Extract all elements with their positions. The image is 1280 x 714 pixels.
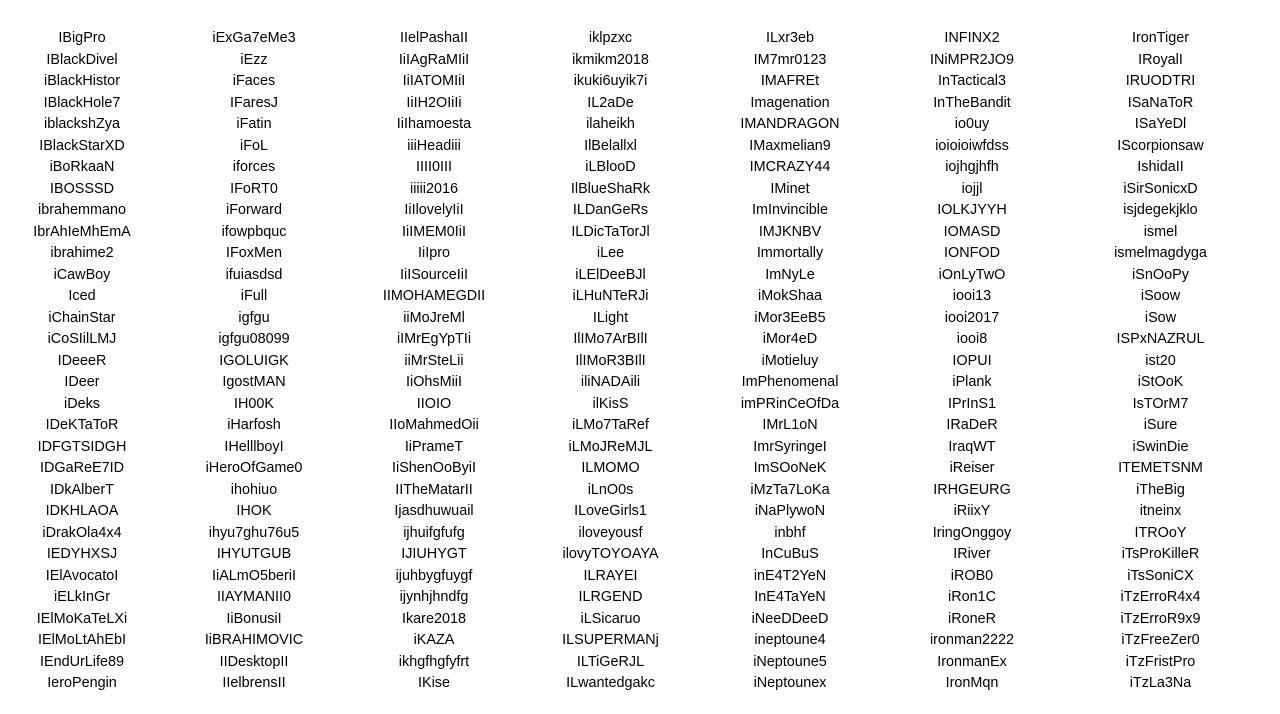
username-cell: iFaces	[232, 73, 276, 89]
username-cell: iSow	[1144, 309, 1177, 326]
username-cell: iROB0	[950, 567, 994, 584]
username-cell: IiALmO5beriI	[212, 567, 296, 584]
username-cell: iMor4eD	[762, 331, 818, 347]
username-cell: IIMOHAMEGDII	[382, 288, 486, 304]
username-cell: ijuhbygfuygf	[395, 567, 473, 584]
username-cell: IEDYHXSJ	[46, 546, 118, 562]
username-cell: Immortally	[756, 245, 824, 261]
username-cell: IlBlueShaRk	[570, 180, 651, 197]
username-cell: IIAYMANII0	[216, 589, 292, 605]
username-column	[344, 28, 524, 698]
username-cell: IBOSSSD	[50, 180, 114, 197]
username-cell: iloveyousf	[578, 524, 643, 541]
username-column	[1061, 28, 1260, 698]
username-cell: ILRGEND	[578, 589, 643, 605]
username-cell: IDFGTSIDGH	[37, 438, 127, 455]
username-cell: IiIpro	[418, 245, 450, 261]
username-cell: iBlackHistor	[44, 73, 120, 89]
username-cell: iEzz	[240, 51, 268, 68]
username-cell: iooi2017	[944, 309, 1000, 326]
username-cell: ioioioiwfdss	[935, 137, 1009, 154]
username-cell: ikuki6uyik7i	[573, 73, 648, 89]
username-cell: IDeer	[64, 374, 100, 390]
username-cell: IRaDeR	[946, 417, 998, 433]
username-cell: ISaYeDl	[1134, 116, 1187, 132]
username-cell: iStOoK	[1137, 374, 1184, 390]
username-cell: IPrInS1	[948, 395, 996, 412]
username-cell: IFoxMen	[226, 245, 282, 261]
username-cell: Ikare2018	[401, 610, 466, 627]
username-grid	[0, 28, 1280, 698]
username-cell: iTzErroR9x9	[1120, 610, 1201, 627]
username-cell: ImInvincible	[752, 202, 828, 218]
username-cell: IElAvocatoI	[45, 567, 119, 584]
username-column	[164, 28, 344, 698]
username-cell: IDkAlberT	[50, 481, 114, 498]
username-cell: iHeroOfGame0	[205, 460, 303, 476]
username-cell: iSoow	[1140, 288, 1181, 304]
username-cell: iSnOoPy	[1132, 266, 1189, 283]
username-cell: ikmikm2018	[572, 51, 649, 68]
username-cell: iIMrEgYpTIi	[396, 331, 472, 347]
username-cell: isjdegekjklo	[1123, 202, 1198, 218]
username-cell: IITheMatarII	[395, 481, 473, 498]
username-cell: Ijasdhuwuail	[394, 503, 474, 519]
username-cell: IL2aDe	[587, 94, 634, 111]
username-cell: IM7mr0123	[753, 51, 827, 68]
username-cell: ifuiasdsd	[225, 266, 283, 283]
username-cell: iojjl	[961, 180, 983, 197]
username-cell: ijynhjhndfg	[399, 589, 469, 605]
username-cell: IiIMEM0IiI	[402, 223, 466, 240]
username-cell: iChainStar	[48, 309, 116, 326]
username-cell: IsTOrM7	[1132, 395, 1189, 412]
username-cell: INiMPR2JO9	[930, 51, 1014, 68]
username-cell: ISaNaToR	[1127, 94, 1194, 111]
username-cell: iblackshZya	[44, 116, 120, 132]
username-cell: InTheBandit	[933, 94, 1011, 111]
username-cell: Iced	[68, 288, 96, 304]
username-cell: ifowpbquc	[221, 223, 287, 240]
username-cell: iiiHeadiii	[407, 137, 461, 154]
username-cell: IHOK	[236, 503, 272, 519]
username-cell: igfgu08099	[218, 331, 290, 347]
username-cell: ILxr3eb	[766, 30, 814, 46]
username-cell: IBlackDivel	[46, 51, 118, 68]
username-cell: ImPhenomenal	[741, 374, 839, 390]
username-cell: iforces	[232, 159, 276, 175]
username-cell: IlBelallxl	[584, 137, 637, 154]
username-cell: IRiver	[953, 546, 991, 562]
username-cell: IiIlovelyIiI	[404, 202, 464, 218]
username-cell: Imagenation	[750, 94, 830, 111]
username-cell: iFatin	[236, 116, 272, 132]
username-cell: iRoneR	[948, 610, 996, 627]
username-cell: IbrAhIeMhEmA	[33, 223, 131, 240]
username-cell: iDrakOla4x4	[42, 524, 122, 541]
username-cell: IEndUrLife89	[40, 653, 124, 670]
username-cell: ibrahemmano	[38, 202, 126, 218]
username-cell: IBlackHole7	[43, 94, 121, 111]
username-cell: ironman2222	[929, 632, 1014, 648]
username-cell: iNaPlywoN	[754, 503, 826, 519]
username-cell: IlIMoR3BIlI	[575, 352, 646, 369]
username-cell: IiPrameT	[404, 438, 464, 455]
username-cell: IraqWT	[948, 438, 996, 455]
username-cell: IOLKJYYH	[937, 202, 1007, 218]
username-cell: iiMrSteLii	[404, 352, 464, 369]
username-cell: ihohiuo	[230, 481, 278, 498]
username-cell: IFoRT0	[230, 180, 278, 197]
username-cell: iRiixY	[953, 503, 991, 519]
username-cell: IDKHLAOA	[45, 503, 119, 519]
username-cell: IMAFREt	[760, 73, 820, 89]
username-column	[0, 28, 164, 698]
username-cell: ImNyLe	[765, 266, 815, 283]
username-cell: IronMqn	[945, 675, 999, 691]
username-cell: ilaheikh	[586, 116, 635, 132]
username-column	[524, 28, 697, 698]
username-cell: iLee	[596, 245, 625, 261]
username-cell: IOMASD	[943, 223, 1001, 240]
username-cell: IIelPashaII	[400, 30, 468, 46]
username-cell: ITROoY	[1134, 524, 1187, 541]
username-cell: IlIMo7ArBIlI	[573, 331, 648, 347]
username-cell: ITEMETSNM	[1118, 460, 1203, 476]
username-cell: IElMoLtAhEbI	[38, 632, 126, 648]
username-cell: ineptoune4	[754, 632, 826, 648]
username-cell: IBlackStarXD	[39, 137, 125, 154]
username-cell: iTzFreeZer0	[1121, 632, 1200, 648]
username-cell: itneinx	[1139, 503, 1182, 519]
username-cell: iBoRkaaN	[49, 159, 115, 175]
username-cell: ilKisS	[592, 395, 629, 412]
username-cell: IElMoKaTeLXi	[36, 610, 128, 627]
username-column	[697, 28, 883, 698]
username-cell: ILDicTaTorJl	[571, 223, 650, 240]
username-cell: IIDesktopII	[219, 653, 289, 670]
username-cell: IMrL1oN	[762, 417, 818, 433]
username-cell: IScorpionsaw	[1117, 137, 1204, 154]
username-cell: iLBlooD	[585, 159, 636, 175]
username-cell: IRUODTRI	[1125, 73, 1196, 89]
username-cell: iooi13	[952, 288, 992, 304]
username-cell: iiiii2016	[410, 180, 458, 197]
username-cell: iHarfosh	[227, 417, 281, 433]
username-cell: iFull	[240, 288, 268, 304]
username-cell: IMANDRAGON	[740, 116, 840, 132]
username-cell: IH00K	[234, 395, 274, 412]
username-cell: IMinet	[770, 180, 810, 197]
username-cell: inE4T2YeN	[753, 567, 827, 584]
username-cell: IDGaReE7ID	[40, 460, 124, 476]
username-cell: IIII0III	[416, 159, 452, 175]
username-cell: iMor3EeB5	[754, 309, 826, 326]
username-cell: IiIAgRaMIiI	[398, 51, 470, 68]
username-cell: iMokShaa	[758, 288, 822, 304]
username-cell: IHelllboyI	[224, 438, 284, 455]
username-cell: iTzErroR4x4	[1120, 589, 1201, 605]
username-cell: iTzLa3Na	[1129, 675, 1192, 691]
username-cell: io0uy	[954, 116, 990, 132]
username-cell: ist20	[1145, 352, 1176, 369]
username-cell: igfgu	[238, 309, 270, 326]
username-cell: ILoveGirls1	[574, 503, 647, 519]
username-cell: iMotieluy	[761, 352, 819, 369]
username-cell: iTsProKilleR	[1121, 546, 1200, 562]
username-cell: IiShenOoByiI	[392, 460, 476, 476]
username-cell: IIoMahmedOii	[389, 417, 479, 433]
username-cell: iOnLyTwO	[938, 266, 1006, 283]
username-cell: IshidaII	[1137, 159, 1184, 175]
username-cell: InTactical3	[938, 73, 1006, 89]
username-cell: iNeeDDeeD	[751, 610, 829, 627]
username-cell: IronmanEx	[937, 653, 1007, 670]
username-cell: IDeKTaToR	[45, 417, 119, 433]
username-cell: ismel	[1143, 223, 1178, 240]
username-cell: iLMo7TaRef	[572, 417, 649, 433]
username-cell: IDeeeR	[57, 352, 107, 369]
username-cell: iELkInGr	[54, 589, 110, 605]
username-cell: IONFOD	[944, 245, 1000, 261]
username-cell: iSwinDie	[1132, 438, 1189, 455]
username-cell: IeroPengin	[47, 675, 117, 691]
username-cell: ImrSyringeI	[753, 438, 827, 455]
username-cell: iSure	[1143, 417, 1178, 433]
username-cell: iLMoJReMJL	[568, 438, 653, 455]
username-cell: iojhgjhfh	[945, 159, 999, 175]
username-cell: IBigPro	[58, 30, 106, 46]
username-cell: IringOnggoy	[932, 524, 1012, 541]
username-cell: ILRAYEI	[583, 567, 638, 584]
username-cell: iTheBig	[1136, 481, 1185, 498]
username-cell: iLHuNTeRJi	[572, 288, 649, 304]
username-cell: imPRinCeOfDa	[740, 395, 840, 412]
username-cell: iForward	[226, 202, 282, 218]
username-cell: IiIATOMIiI	[402, 73, 466, 89]
username-cell: ILSUPERMANj	[562, 632, 659, 648]
username-cell: IOPUI	[952, 352, 992, 369]
username-cell: inbhf	[774, 524, 806, 541]
username-cell: InE4TaYeN	[754, 589, 826, 605]
username-cell: IMCRAZY44	[749, 159, 831, 175]
username-column	[883, 28, 1061, 698]
username-cell: ILwantedgakc	[566, 675, 655, 691]
username-cell: IgostMAN	[222, 374, 286, 390]
username-cell: IHYUTGUB	[216, 546, 292, 562]
username-cell: IiBonusiI	[226, 610, 282, 627]
username-cell: iiMoJreMl	[403, 309, 465, 326]
username-cell: ijhuifgfufg	[403, 524, 465, 541]
username-cell: iRon1C	[948, 589, 996, 605]
username-cell: iTsSoniCX	[1127, 567, 1194, 584]
username-cell: iDeks	[64, 395, 100, 412]
username-cell: ihyu7ghu76u5	[208, 524, 300, 541]
username-cell: ikhgfhgfyfrt	[398, 653, 470, 670]
username-cell: iNeptoune5	[753, 653, 827, 670]
username-cell: ImSOoNeK	[753, 460, 827, 476]
username-cell: iLSicaruo	[580, 610, 641, 627]
username-cell: IiIhamoesta	[396, 116, 472, 132]
username-cell: IRoyalI	[1138, 51, 1183, 68]
username-cell: ILMOMO	[581, 460, 640, 476]
username-cell: ibrahime2	[50, 245, 114, 261]
username-cell: iLElDeeBJl	[575, 266, 646, 283]
username-cell: iExGa7eMe3	[212, 30, 296, 46]
username-cell: iCoSIilLMJ	[47, 331, 117, 347]
username-cell: iKAZA	[413, 632, 455, 648]
username-cell: IIelbrensII	[222, 675, 286, 691]
username-cell: ISPxNAZRUL	[1116, 331, 1205, 347]
username-cell: ILTiGeRJL	[576, 653, 645, 670]
username-cell: iSirSonicxD	[1123, 180, 1198, 197]
username-cell: iklpzxc	[588, 30, 633, 46]
username-cell: iTzFristPro	[1125, 653, 1196, 670]
username-cell: IGOLUIGK	[219, 352, 289, 369]
username-cell: IJIUHYGT	[401, 546, 467, 562]
username-cell: INFINX2	[944, 30, 1000, 46]
username-cell: IMJKNBV	[758, 223, 822, 240]
username-cell: IiOhsMiiI	[406, 374, 462, 390]
username-cell: ILight	[592, 309, 629, 326]
username-cell: IiISourceIiI	[400, 266, 468, 283]
username-cell: ILDanGeRs	[572, 202, 649, 218]
username-cell: iliNADAili	[580, 374, 641, 390]
username-cell: iReiser	[949, 460, 995, 476]
username-cell: InCuBuS	[761, 546, 819, 562]
username-cell: IRHGEURG	[933, 481, 1011, 498]
username-cell: iNeptounex	[753, 675, 827, 691]
username-cell: IMaxmelian9	[749, 137, 831, 154]
username-cell: IiIH2OIiIi	[406, 94, 462, 111]
username-cell: iPlank	[952, 374, 992, 390]
username-cell: IIOIO	[416, 395, 452, 412]
username-cell: ismelmagdyga	[1114, 245, 1207, 261]
username-cell: ilovyTOYOAYA	[562, 546, 659, 562]
username-cell: iCawBoy	[53, 266, 111, 283]
username-cell: IiBRAHIMOVIC	[204, 632, 304, 648]
username-cell: IronTiger	[1131, 30, 1190, 46]
username-cell: iLnO0s	[587, 481, 634, 498]
username-cell: iMzTa7LoKa	[750, 481, 830, 498]
username-cell: IFaresJ	[230, 94, 278, 111]
username-cell: IKise	[418, 675, 450, 691]
username-cell: iFoL	[240, 137, 268, 154]
username-cell: iooi8	[956, 331, 988, 347]
